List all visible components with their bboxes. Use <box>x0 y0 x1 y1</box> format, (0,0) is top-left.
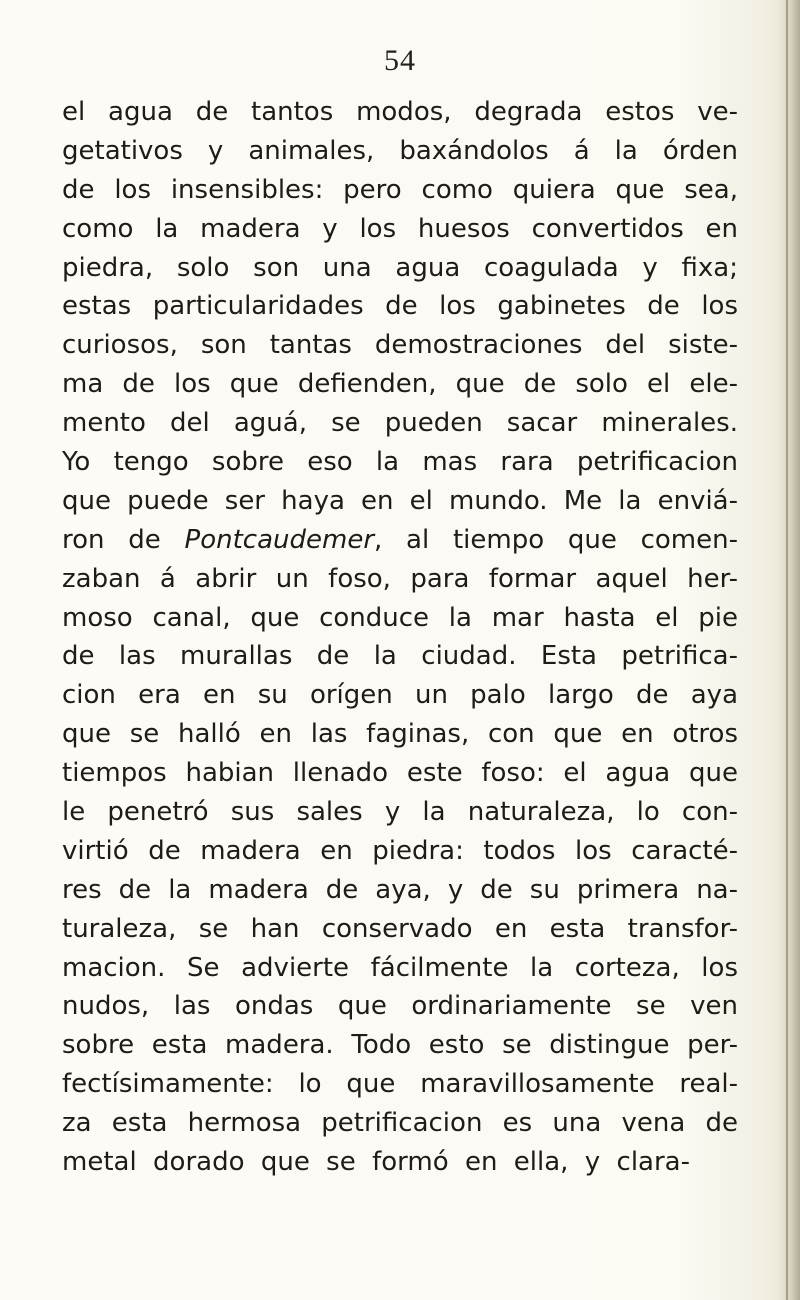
text-line: cion era en su orígen un palo largo de aya <box>62 680 738 711</box>
text-segment: , al tiempo que comen- <box>374 524 738 555</box>
page-binding-line <box>786 0 788 1300</box>
text-line: de las murallas de la ciudad. Esta petrifica- <box>62 641 738 672</box>
text-line: le penetró sus sales y la naturaleza, lo con- <box>62 797 738 828</box>
text-line: tiempos habian llenado este foso: el agua que <box>62 758 738 789</box>
text-line: estas particularidades de los gabinetes de los <box>62 291 738 322</box>
text-line: de los insensibles: pero como quiera que sea, <box>62 174 738 205</box>
text-line: zaban á abrir un foso, para formar aquel her- <box>62 563 738 594</box>
text-line: sobre esta madera. Todo esto se distingue per- <box>62 1030 738 1061</box>
text-line: que se halló en las faginas, con que en otros <box>62 719 738 750</box>
text-line: moso canal, que conduce la mar hasta el pie <box>62 602 738 633</box>
text-line: za esta hermosa petrificacion es una vena de <box>62 1108 738 1139</box>
text-line: virtió de madera en piedra: todos los caracté- <box>62 835 738 866</box>
text-line: macion. Se advierte fácilmente la corteza, los <box>62 952 738 983</box>
page-number: 54 <box>384 44 416 77</box>
text-line: piedra, solo son una agua coagulada y fixa; <box>62 252 738 283</box>
text-line: curiosos, son tantas demostraciones del siste- <box>62 330 738 361</box>
text-line: ma de los que defienden, que de solo el ele- <box>62 369 738 400</box>
text-line: turaleza, se han conservado en esta transfor- <box>62 913 738 944</box>
text-line: res de la madera de aya, y de su primera na- <box>62 874 738 905</box>
text-line: getativos y animales, baxándolos á la órden <box>62 135 738 166</box>
text-line: el agua de tantos modos, degrada estos ve- <box>62 97 738 127</box>
text-line: nudos, las ondas que ordinariamente se ven <box>62 991 738 1022</box>
text-line-with-place-name <box>62 521 738 560</box>
text-segment: ron de <box>62 524 185 555</box>
text-line-last: metal dorado que se formó en ella, y clara- <box>62 1147 690 1178</box>
place-name-italic: Pontcaudemer <box>184 524 375 555</box>
text-line: Yo tengo sobre eso la mas rara petrificacion <box>62 447 738 478</box>
text-line: mento del aguá, se pueden sacar minerales. <box>62 408 738 439</box>
page-edge-shadow <box>778 0 800 1300</box>
body-text <box>62 93 738 1182</box>
text-line: como la madera y los huesos convertidos en <box>62 213 738 244</box>
text-line: que puede ser haya en el mundo. Me la enviá- <box>62 485 738 516</box>
text-line: fectísimamente: lo que maravillosamente real- <box>62 1069 738 1100</box>
